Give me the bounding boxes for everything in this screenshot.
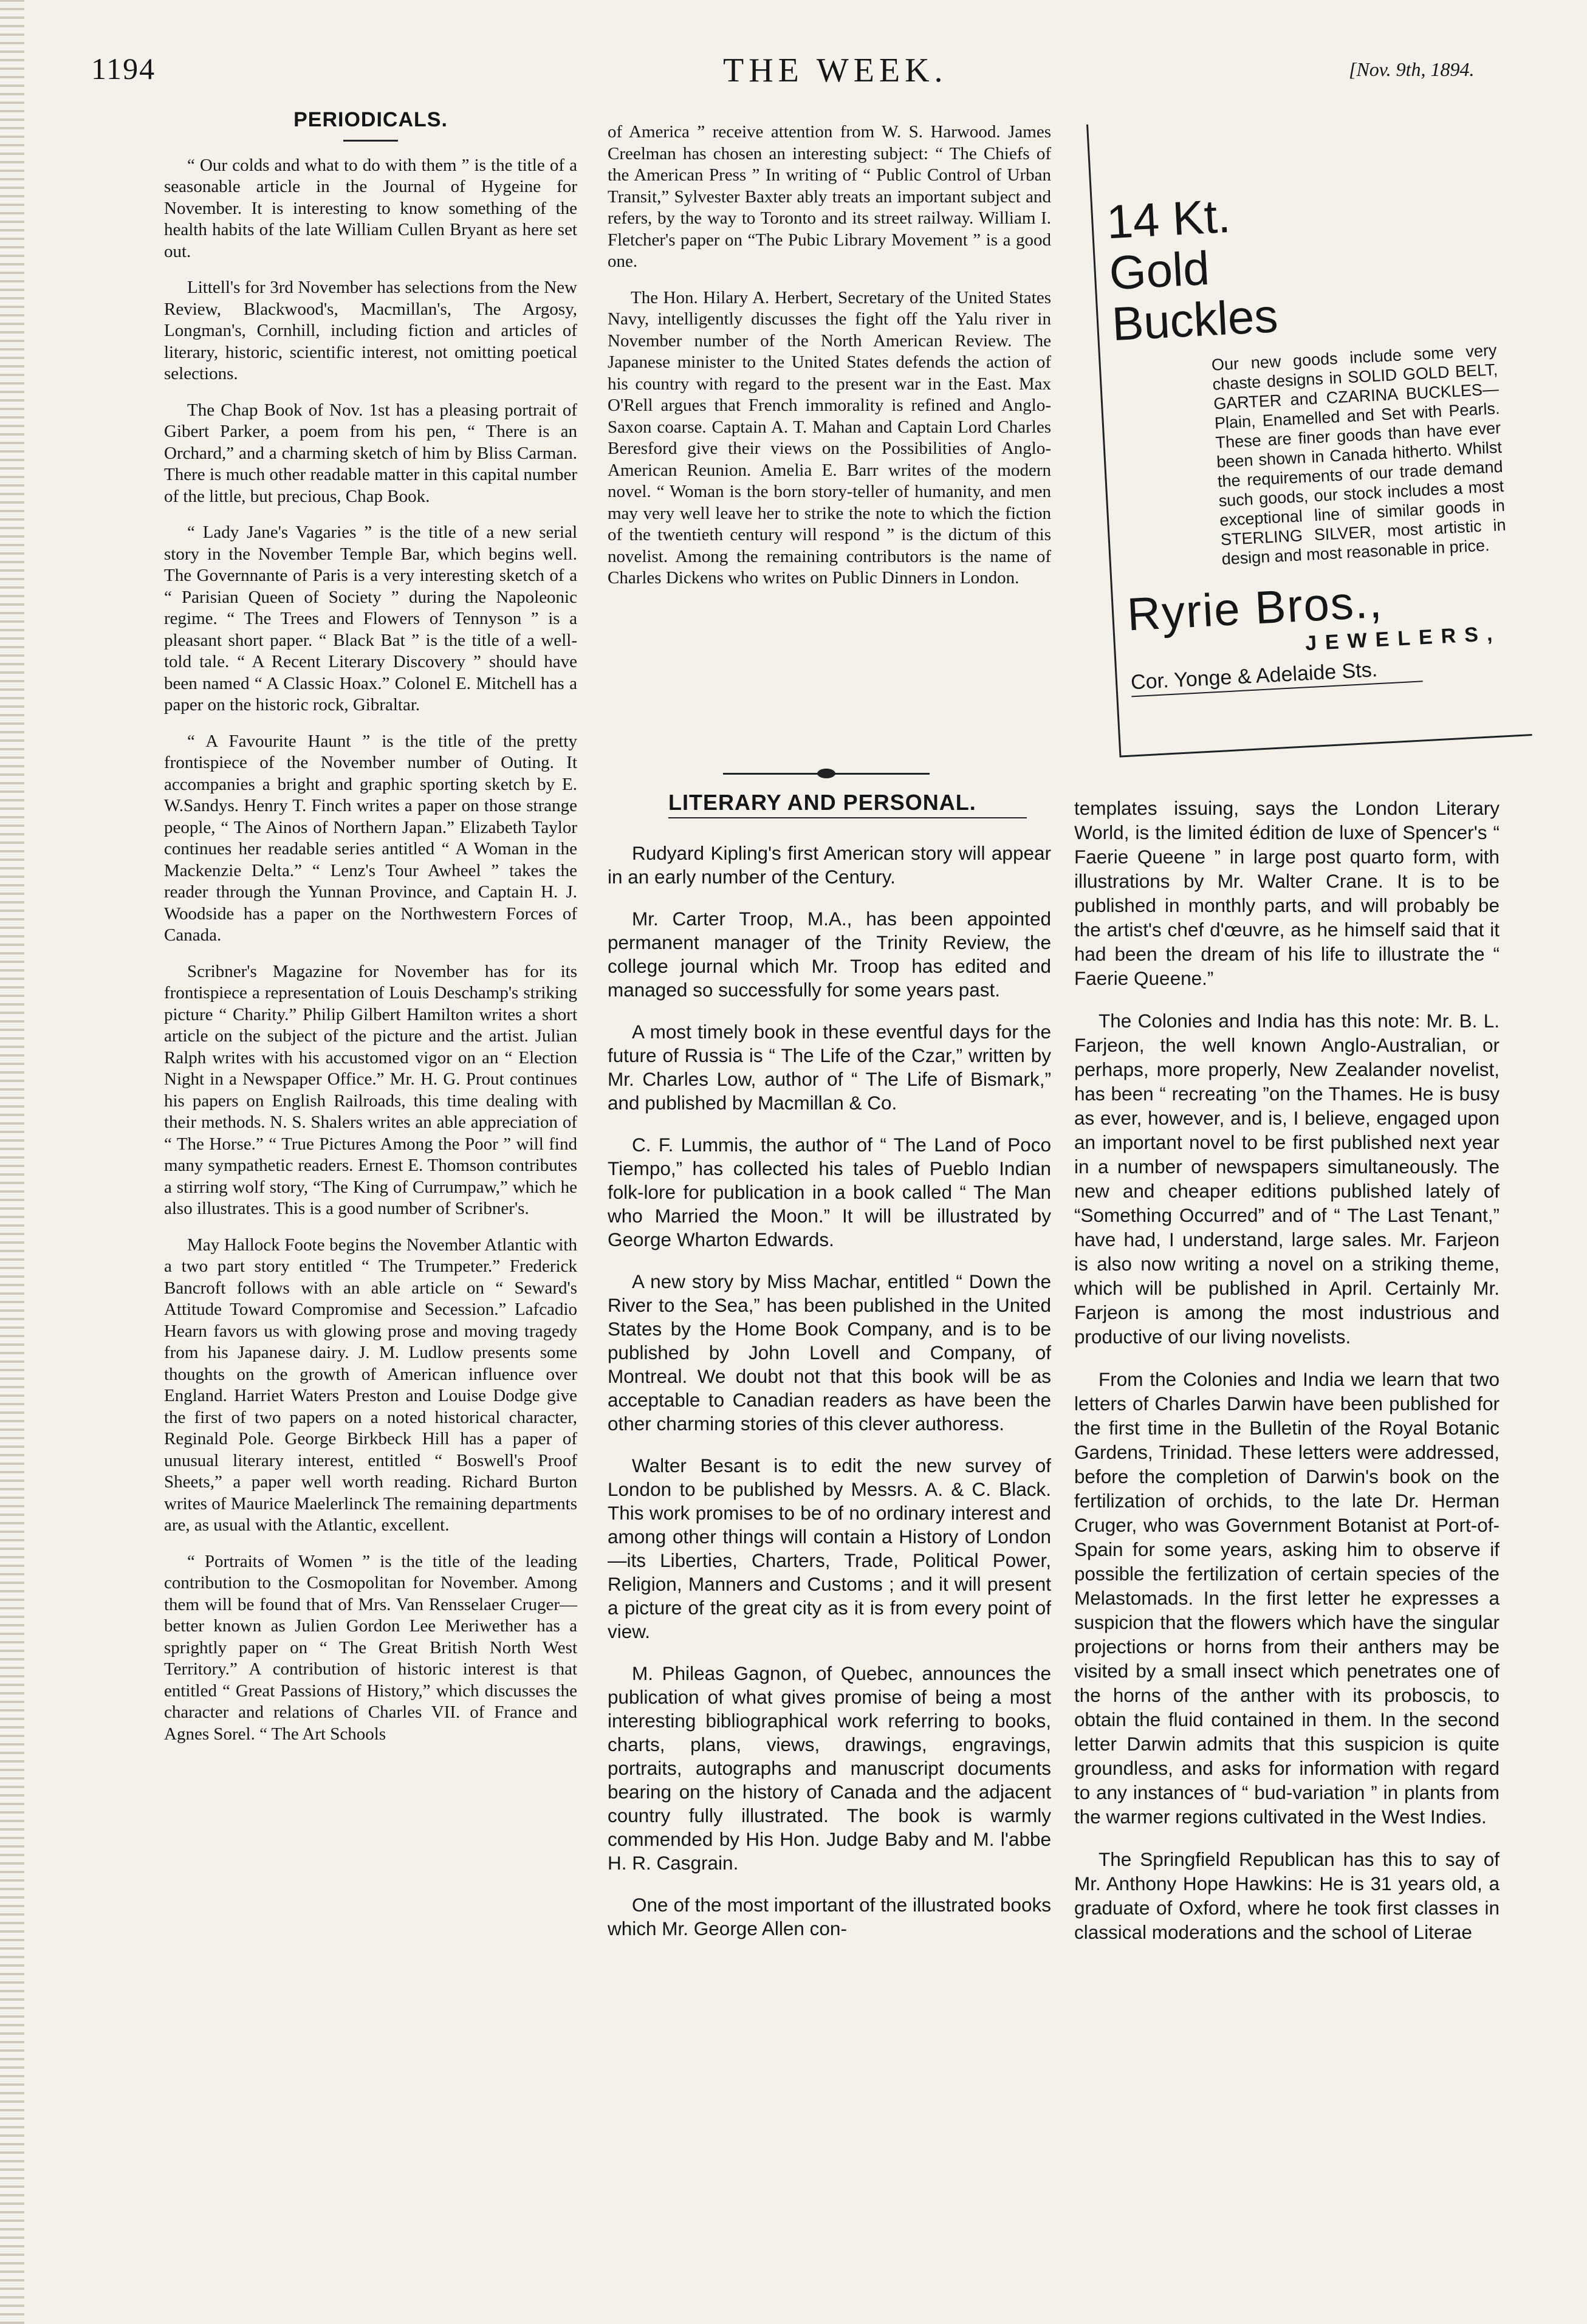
ad-content [1105, 177, 1513, 698]
article-paragraph: “ Lady Jane's Vagaries ” is the title of a new serial story in the November Temple Bar, which begins well. The Governnante of Paris is a very interesting sketch of a “ Parisian Queen of Society ” during the Napoleonic regime. “ The Trees and Flowers of Tennyson ” is a pleasant short paper. “ Black Bat ” is the title of a well-told tale. “ A Recent Literary Discovery ” should have been named “ A Classic Hoax.” Colonel E. Mitchell has a paper on the historic rock, Gibraltar. [164, 523, 577, 715]
ad-body-text: Our new goods include some very chaste designs in SOLID GOLD BELT, GARTER and CZARINA BUCKLES—Plain, Enamelled and Set with Pearls. These are finer goods than have ever been shown in Canada hitherto. Whilst the requirements of our trade demand such goods, our stock includes a most exceptional line of similar goods in STERLING SILVER, most artistic in design and most reasonable in price. [1211, 341, 1507, 569]
section-heading-literary: LITERARY AND PERSONAL. [668, 790, 976, 815]
article-paragraph: Scribner's Magazine for November has for its frontispiece a representation of Louis Deschamp's striking picture “ Charity.” Philip Gilbert Hamilton writes a short article on the subject of the picture and the artist. Julian Ralph writes with his accustomed vigor on an “ Election Night in a Newspaper Office.” Mr. H. G. Prout continues his papers on English Railroads, this time dealing with their methods. N. S. Shalers writes an able appreciation of “ The Horse.” “ True Pictures Among the Poor ” will find many sympathetic readers. Ernest E. Thomson contributes a stirring wolf story, “The King of Currumpaw,” which he also illustrates. This is a good number of Scribner's. [164, 961, 577, 1218]
column-literary [608, 842, 1051, 1959]
article-paragraph: M. Phileas Gagnon, of Quebec, announces the publication of what gives promise of being a most interesting bibliographical work referring to books, charts, plans, views, drawings, engravings, portraits, autographs and manuscript documents bearing on the history of Canada and the adjacent country fully illustrated. The book is warmly commended by His Hon. Judge Baby and M. l'abbe H. R. Casgrain. [608, 1662, 1051, 1874]
article-paragraph: Rudyard Kipling's first American story will appear in an early number of the Century. [608, 842, 1051, 888]
article-paragraph: Littell's for 3rd November has selections from the New Review, Blackwood's, Macmillan's, The Argosy, Longman's, Cornhill, including fiction and articles of literary, historic, scientific interest, not omitting poetical selections. [164, 278, 577, 383]
article-paragraph: Walter Besant is to edit the new survey of London to be published by Messrs. A. & C. Black. This work promises to be of no ordinary interest and among other things will contain a History of London—its Liberties, Charters, Trade, Political Power, Religion, Manners and Customs ; and it will present a picture of the great city as it is from every point of view. [608, 1455, 1051, 1642]
ad-company-name: Ryrie Bros., [1126, 575, 1384, 641]
section-heading-periodicals: PERIODICALS. [293, 108, 448, 131]
article-paragraph: From the Colonies and India we learn that two letters of Charles Darwin have been published for the first time in the Bulletin of the Royal Botanic Gardens, Trinidad. These letters were addressed, before the completion of Darwin's book on the fertilization of orchids, to the late Dr. Herman Cruger, who was Government Botanist at Port-of-Spain for some years, asking him to observe if possible the fertilization of certain species of the Melastomads. In the first letter he expresses a suspicion that the flowers which have the singular projections or horns from their anthers may be visited by a small insect which penetrates one of the horns of the anther with its proboscis, to obtain the fluid contained in them. In the second letter Darwin admits that this suspicion is quite groundless, and asks for information with regard to any instances of “ bud-variation ” in plants from the warmer regions cultivated in the West Indies. [1074, 1368, 1500, 1828]
ad-border [1119, 734, 1532, 758]
page-number: 1194 [91, 52, 156, 86]
ad-trade: JEWELERS, [1304, 622, 1502, 656]
ad-address: Cor. Yonge & Adelaide Sts. [1130, 658, 1379, 694]
heading-rule [668, 817, 1027, 818]
advertisement-ryrie-bros [1086, 103, 1521, 780]
column-literary-continued [1074, 796, 1500, 1962]
article-paragraph: “ A Favourite Haunt ” is the title of the pretty frontispiece of the November number of Outing. It accompanies a bright and graphic sporting sketch by E. W.Sandys. Henry T. Finch writes a paper on those strange people, “ The Ainos of Northern Japan.” Elizabeth Taylor continues her readable series antitled “ A Woman in the Mackenzie Delta.” “ Lenz's Tour Awheel ” takes the reader through the Yunnan Province, and Captain H. J. Woodside has a paper on the Northwestern Forces of Canada. [164, 731, 577, 945]
article-paragraph: The Hon. Hilary A. Herbert, Secretary of the United States Navy, intelligently discusses the fight off the Yalu river in November number of the North American Review. The Japanese minister to the United States defends the action of his country with regard to the present war in the East. Max O'Rell argues that French immorality is refined and Anglo-Saxon coarse. Captain A. T. Mahan and Captain Lord Charles Beresford give their views on the Possibilities of Anglo-American Reunion. Amelia E. Barr writes of the modern novel. “ Woman is the born story-teller of humanity, and men may very well leave her to strike the note to which the fiction of the twentieth century will respond ” is the dictum of this novelist. Among the remaining contributors is the name of Charles Dickens who writes on Public Dinners in London. [608, 287, 1051, 588]
ad-headline-line: Buckles [1110, 289, 1280, 351]
ad-headline-line: Gold [1108, 241, 1211, 300]
masthead-title: THE WEEK. [723, 52, 948, 89]
divider-ornament [817, 769, 835, 778]
ad-headline-line: 14 Kt. [1105, 188, 1232, 249]
article-paragraph: Mr. Carter Troop, M.A., has been appointed permanent manager of the Trinity Review, the college journal which Mr. Troop has edited and managed so successfully for some years past. [608, 908, 1051, 1001]
article-paragraph: The Chap Book of Nov. 1st has a pleasing portrait of Gibert Parker, a poem from his pen, “ There is an Orchard,” and a charming sketch of him by Bliss Carman. There is much other readable matter in this capital number of the little, but precious, Chap Book. [164, 400, 577, 506]
article-paragraph: One of the most important of the illustrated books which Mr. George Allen con- [608, 1894, 1051, 1939]
article-paragraph: A new story by Miss Machar, entitled “ Down the River to the Sea,” has been published in the United States by the Home Book Company, and is to be published by John Lovell and Company, of Montreal. We doubt not that this book will be as acceptable to Canadian readers as have been the other charming stories of this clever authoress. [608, 1270, 1051, 1435]
article-paragraph: A most timely book in these eventful days for the future of Russia is “ The Life of the Czar,” written by Mr. Charles Low, author of “ The Life of Bismark,” and published by Macmillan & Co. [608, 1021, 1051, 1114]
article-paragraph: The Springfield Republican has this to say of Mr. Anthony Hope Hawkins: He is 31 years old, a graduate of Oxford, where he took first classes in classical moderations and the school of Literae [1074, 1848, 1500, 1943]
article-paragraph: “ Portraits of Women ” is the title of the leading contribution to the Cosmopolitan for November. Among them will be found that of Mrs. Van Rensselaer Cruger—better known as Julien Gordon Lee Meriwether has a sprightly paper on “ The Great British North West Territory.” A contribution of historic interest is that entitled “ Great Passions of History,” which discusses the character and relations of Charles VII. of France and Agnes Sorel. “ The Art Schools [164, 1551, 577, 1744]
column-periodicals-continued [608, 122, 1051, 604]
article-paragraph: May Hallock Foote begins the November Atlantic with a two part story entitled “ The Trumpeter.” Frederick Bancroft follows with an able article on “ Seward's Attitude Toward Compromise and Secession.” Lafcadio Hearn favors us with glowing prose and moving tragedy from his Japanese dairy. J. M. Ludlow presents some thoughts on the growth of American influence over England. Harriet Waters Preston and Louise Dodge give the first of two papers on a noted historical character, Reginald Pole. George Birkbeck Hill has a paper of unusual literary interest, entitled “ Boswell's Proof Sheets,” a paper well worth reading. Richard Burton writes of Maurice Maelerlinck The remaining departments are, as usual with the Atlantic, excellent. [164, 1235, 577, 1535]
heading-rule [343, 140, 398, 142]
binding-edge [0, 0, 24, 2324]
article-paragraph: C. F. Lummis, the author of “ The Land of Poco Tiempo,” has collected his tales of Pueblo Indian folk-lore for publication in a book called “ The Man who Married the Moon.” It will be illustrated by George Wharton Edwards. [608, 1134, 1051, 1250]
column-periodicals [164, 109, 577, 1760]
article-paragraph: templates issuing, says the London Literary World, is the limited édition de luxe of Spencer's “ Faerie Queene ” in large post quarto form, with illustrations by Mr. Walter Crane. It is to be published in monthly parts, and will probably be the artist's chef d'œuvre, as he himself said that it had been the dream of his life to illustrate the “ Faerie Queene.” [1074, 797, 1500, 989]
article-paragraph: “ Our colds and what to do with them ” is the title of a seasonable article in the Journal of Hygeine for November. It is interesting to know something of the health habits of the late William Cullen Bryant as here set out. [164, 155, 577, 261]
article-paragraph: of America ” receive attention from W. S. Harwood. James Creelman has chosen an interesting subject: “ The Chiefs of the American Press ” In writing of “ Public Control of Urban Transit,” Sylvester Baxter ably treats an important subject and refers, by the way to Toronto and its street railway. William I. Fletcher's paper on “The Pubic Library Movement ” is a good one. [608, 122, 1051, 271]
article-paragraph: The Colonies and India has this note: Mr. B. L. Farjeon, the well known Anglo-Australian, or perhaps, more properly, New Zealander novelist, has been “ recreating ”on the Thames. He is busy as ever, however, and is, I believe, engaged upon an important novel to be first published next year in a number of newspapers simultaneously. The new and cheaper editions published lately of “Something Occurred” and of “ The Last Tenant,” have had, I understand, large sales. Mr. Farjeon is also now writing a novel on a striking theme, which will be published in April. Certainly Mr. Farjeon is among the most industrious and productive of our living novelists. [1074, 1010, 1500, 1348]
issue-date: [Nov. 9th, 1894. [1349, 58, 1475, 80]
